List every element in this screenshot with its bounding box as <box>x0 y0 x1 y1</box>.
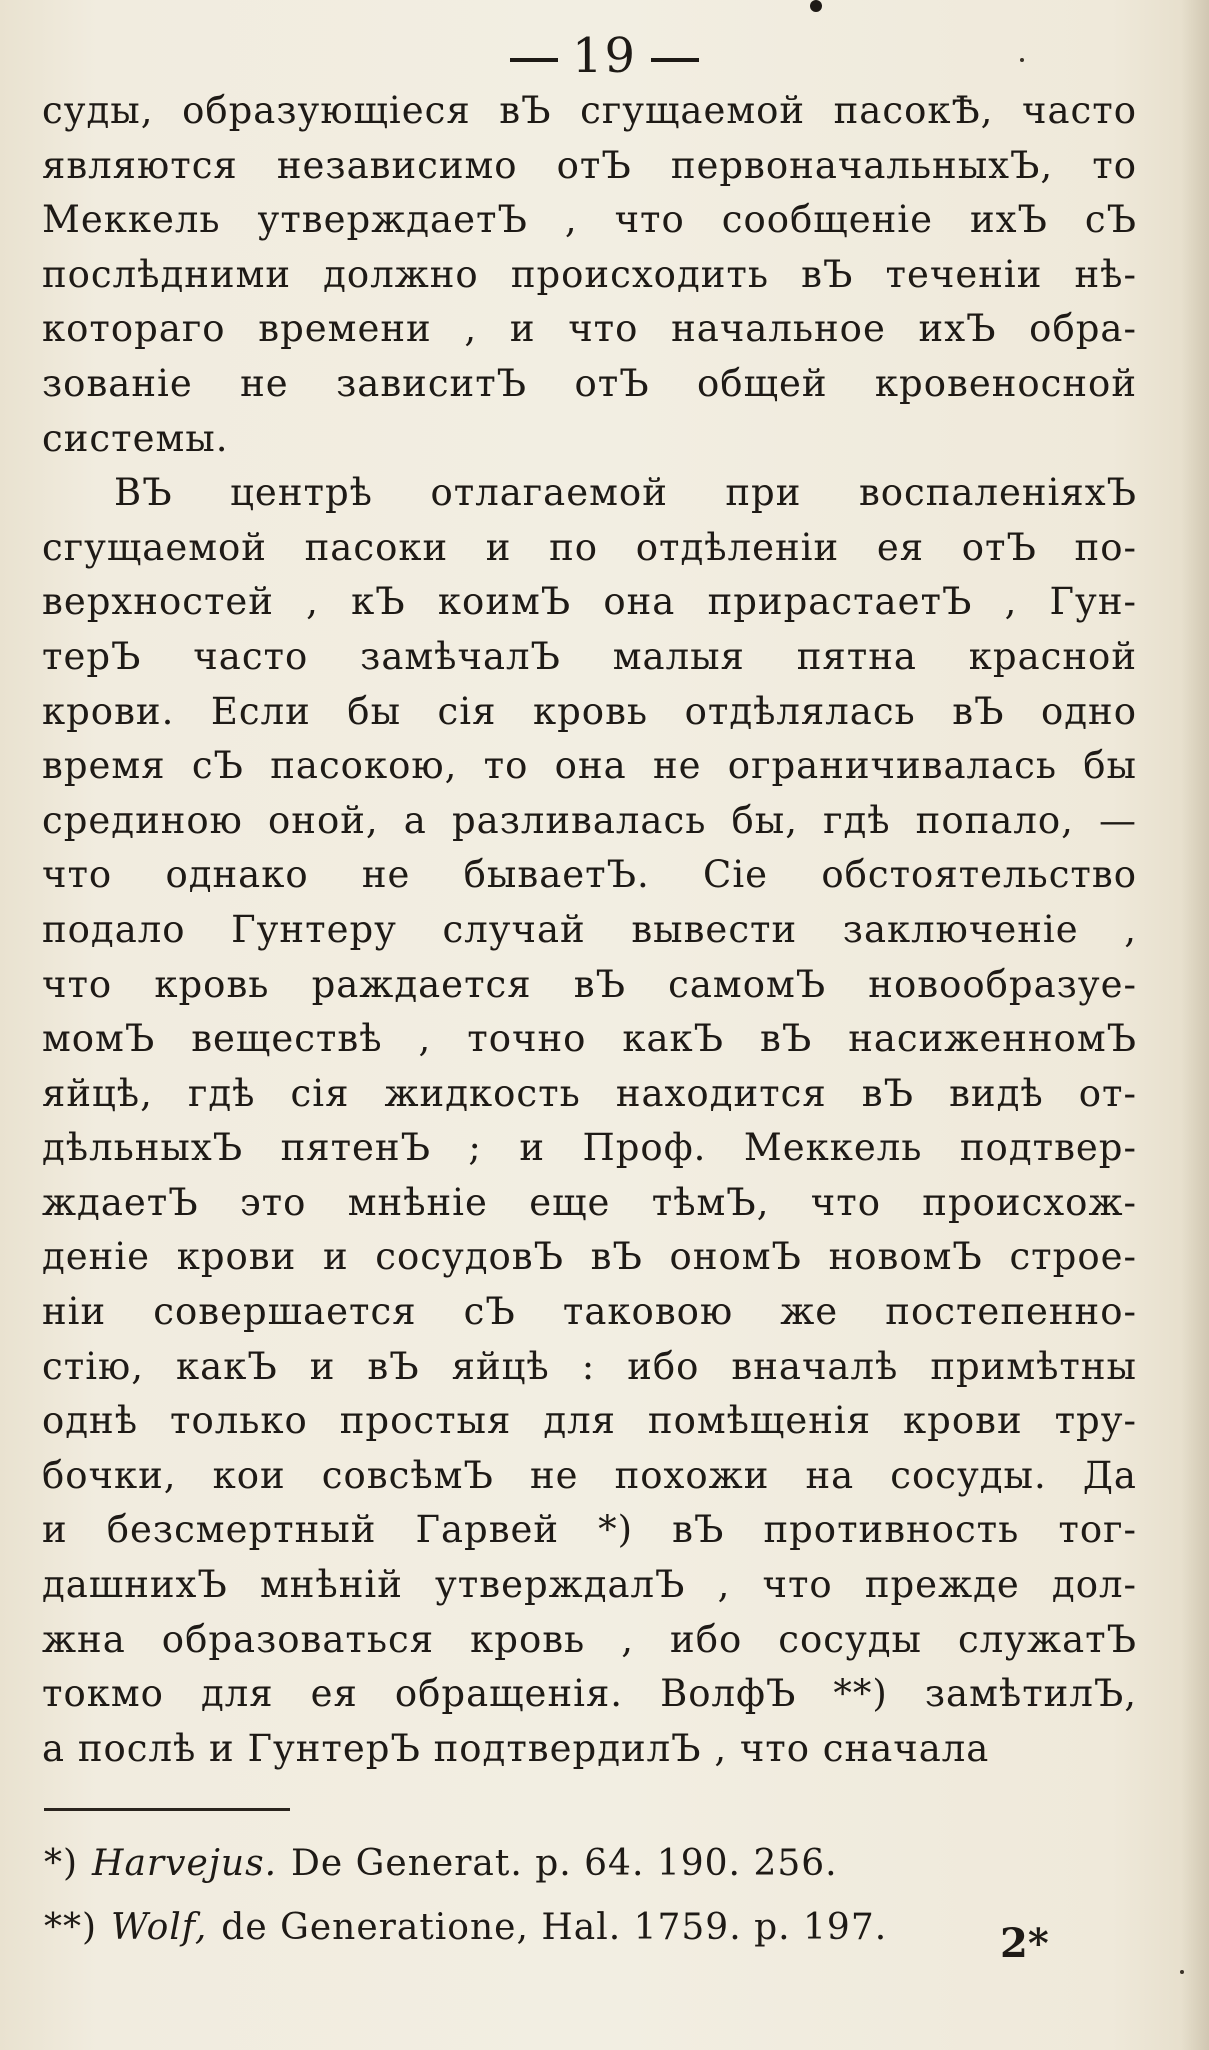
footnote-author: Wolf, <box>111 1907 208 1948</box>
ink-speck <box>1180 1970 1184 1974</box>
text-line: котораго времени , и что начальное ихЪ обра- <box>42 307 1137 351</box>
text-line: системы. <box>42 416 229 460</box>
signature-mark: 2* <box>1000 1920 1049 1967</box>
text-line: сгущаемой пасоки и по отдѣленіи ея отЪ по- <box>42 525 1137 569</box>
page-header <box>0 28 1209 84</box>
text-line: верхностей , кЪ коимЪ она прирастаетЪ , Гун- <box>42 580 1137 624</box>
text-line: терЪ часто замѣчалЪ малыя пятна красной <box>42 634 1137 678</box>
text-line: деніе крови и сосудовЪ вЪ ономЪ новомЪ строе- <box>42 1235 1137 1279</box>
footnote-mark: *) <box>44 1843 79 1884</box>
text-line: дѣльныхЪ пятенЪ ; и Проф. Меккель подтвер- <box>42 1126 1137 1170</box>
text-line: токмо для ея обращенія. ВолфЪ **) замѣтилЪ, <box>42 1672 1137 1716</box>
text-line: что однако не бываетЪ. Сіе обстоятельство <box>42 853 1137 897</box>
text-line: жна образоваться кровь , ибо сосуды служатЪ <box>42 1617 1137 1661</box>
text-line: бочки, кои совсѣмЪ не похожи на сосуды. Да <box>42 1453 1137 1497</box>
page-number: 19 <box>571 28 638 84</box>
footnote-mark: **) <box>44 1907 98 1948</box>
footnote-rule <box>44 1808 290 1811</box>
footnote <box>44 1896 1144 1960</box>
text-line: однѣ только простыя для помѣщенія крови тру- <box>42 1399 1137 1443</box>
footnote <box>44 1832 1144 1896</box>
text-line: подало Гунтеру случай вывести заключеніе , <box>42 907 1137 951</box>
text-line: что кровь раждается вЪ самомЪ новообразуе- <box>42 962 1137 1006</box>
text-line: Меккель утверждаетЪ , что сообщеніе ихЪ сЪ <box>42 198 1137 242</box>
text-line: момЪ веществѣ , точно какЪ вЪ насиженномЪ <box>42 1017 1137 1061</box>
text-line: срединою оной, а разливалась бы, гдѣ попало, — <box>42 798 1137 842</box>
text-line: являются независимо отЪ первоначальныхЪ, то <box>42 143 1137 187</box>
text-line: ждаетЪ это мнѣніе еще тѣмЪ, что происхож- <box>42 1180 1137 1224</box>
page-edge-shadow <box>1181 0 1209 2050</box>
text-line: дашнихЪ мнѣній утверждалЪ , что прежде дол- <box>42 1563 1137 1607</box>
text-line: время сЪ пасокою, то она не ограничивалась бы <box>42 744 1137 788</box>
text-line: зованіе не зависитЪ отЪ общей кровеносной <box>42 361 1137 405</box>
text-line: стію, какЪ и вЪ яйцѣ : ибо вначалѣ примѣтны <box>42 1344 1137 1388</box>
text-line: послѣдними должно происходить вЪ теченіи нѣ- <box>42 252 1137 296</box>
footnote-text: De Generat. p. 64. 190. 256. <box>291 1843 838 1884</box>
text-line: крови. Если бы сія кровь отдѣлялась вЪ одно <box>42 689 1137 733</box>
text-line: и безсмертный Гарвей *) вЪ противность тог- <box>42 1508 1137 1552</box>
text-line: ВЪ центрѣ отлагаемой при воспаленіяхЪ <box>114 471 1137 515</box>
text-line: яйцѣ, гдѣ сія жидкость находится вЪ видѣ от- <box>42 1071 1137 1115</box>
body-text <box>42 84 1137 1776</box>
header-dash-right <box>651 58 699 62</box>
ink-blot <box>810 0 822 12</box>
text-line: ніи совершается сЪ таковою же постепенно- <box>42 1290 1137 1334</box>
footnote-author: Harvejus. <box>92 1843 278 1884</box>
header-dash-left <box>510 58 558 62</box>
text-line: а послѣ и ГунтерЪ подтвердилЪ , что сначала <box>42 1726 990 1770</box>
footnote-text: de Generatione, Hal. 1759. p. 197. <box>221 1907 888 1948</box>
footnotes <box>44 1832 1144 1960</box>
text-line: суды, образующіеся вЪ сгущаемой пасокѢ, часто <box>42 89 1137 132</box>
